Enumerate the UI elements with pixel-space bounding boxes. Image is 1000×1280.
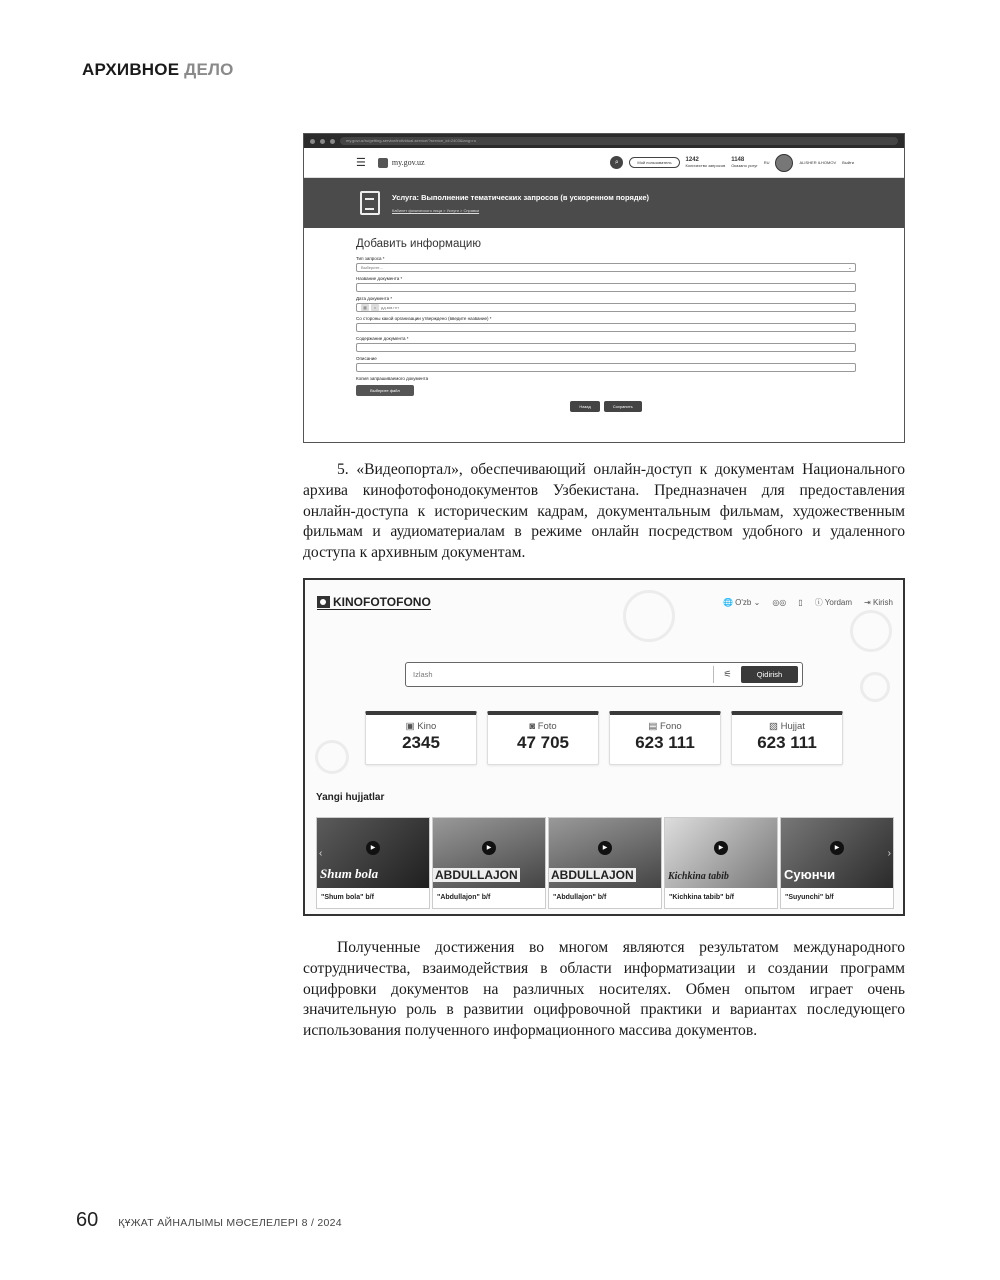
header-part1: АРХИВНОЕ <box>82 60 185 79</box>
site-logo[interactable] <box>378 158 425 168</box>
carousel-prev-icon[interactable]: ‹ <box>319 848 323 859</box>
forward-icon[interactable] <box>320 139 325 144</box>
org-label: Со стороны какой организации утверждено (введите название) * <box>356 316 492 321</box>
date-placeholder: дд.мм.гггг <box>381 304 400 310</box>
search-icon[interactable]: ⌕ <box>610 156 623 169</box>
stat-services <box>731 157 757 168</box>
stat-value: 2345 <box>402 733 440 752</box>
film-thumb-title: Kichkina tabib <box>668 871 729 882</box>
profile-button[interactable]: Мой пользователь <box>629 157 679 168</box>
film-card[interactable] <box>548 817 662 909</box>
type-select[interactable] <box>356 263 856 272</box>
section-title: Yangi hujjatlar <box>316 792 385 803</box>
date-label: Дата документа * <box>356 296 393 301</box>
form-title: Добавить информацию <box>356 238 481 250</box>
stat-label: ◙ Foto <box>529 721 557 732</box>
browser-bar <box>304 134 904 148</box>
screenshot-mygov <box>303 133 905 443</box>
mobile-icon[interactable]: ▯ <box>798 598 803 607</box>
stat-label: ▧ Hujjat <box>769 721 805 732</box>
stat-card-foto[interactable] <box>487 711 599 765</box>
stat-card-kino[interactable] <box>365 711 477 765</box>
calendar-icon[interactable]: ▦ <box>361 304 369 311</box>
stat-label: Оказано услуг <box>731 163 758 168</box>
page-footer <box>76 1209 342 1232</box>
login-link[interactable]: ⇥ Kirish <box>864 598 893 607</box>
play-icon[interactable]: ▶ <box>482 841 496 855</box>
stat-label-text: Foto <box>537 721 557 732</box>
copy-label: Копия запрашиваемого документа <box>356 376 429 381</box>
play-icon[interactable]: ▶ <box>714 841 728 855</box>
help-link[interactable]: ⓘ Yordam <box>814 598 853 607</box>
service-title: Услуга: Выполнение тематических запросов (в ускоренном порядке) <box>392 193 650 202</box>
logout-link[interactable]: Выйти <box>842 160 854 165</box>
type-label: Тип запроса * <box>356 256 385 261</box>
stat-requests <box>686 157 726 168</box>
film-reel-decoration <box>315 740 349 774</box>
play-icon[interactable]: ▶ <box>830 841 844 855</box>
paragraph-achievements: Полученные достижения во многом являются результатом международного сотрудничества, взаимодействия в области информатизации и создании программ оцифровки документов на различных носителях. Обмен опытом играет очень значительную роль в развитии оцифровочной практики и вариантах последующего использования полученного информационного массива документов. <box>303 939 905 1040</box>
user-name: ALISHER ILHOMOV <box>799 160 837 165</box>
running-header <box>82 60 234 80</box>
film-caption: "Shum bola" b/f <box>321 894 374 901</box>
save-button[interactable]: Сохранить <box>604 401 642 412</box>
screenshot-kinofotofono <box>303 578 905 916</box>
help-label: Yordam <box>824 598 853 607</box>
filter-icon[interactable]: ⚟ <box>713 666 741 683</box>
stat-label-text: Hujjat <box>780 721 805 732</box>
stat-label: ▣ Kino <box>405 721 437 732</box>
language-label: O'zb <box>735 598 752 607</box>
journal-title: ҚҰЖАТ АЙНАЛЫМЫ МӘСЕЛЕЛЕРІ 8 / 2024 <box>118 1217 342 1229</box>
file-button[interactable]: Выберите файл <box>356 385 414 396</box>
search-bar <box>405 662 803 687</box>
desc-label: Описание <box>356 356 377 361</box>
logo-text: my.gov.uz <box>391 158 425 167</box>
site-header <box>304 148 904 178</box>
stat-value: 623 111 <box>757 733 817 752</box>
stat-value: 623 111 <box>635 733 695 752</box>
film-card[interactable] <box>432 817 546 909</box>
film-thumb-title: Суюнчи <box>784 867 836 882</box>
stats-row <box>365 711 843 765</box>
film-card[interactable] <box>316 817 430 909</box>
page-number: 60 <box>76 1209 99 1231</box>
org-input[interactable] <box>356 323 856 332</box>
login-label: Kirish <box>872 598 893 607</box>
back-button[interactable]: Назад <box>570 401 599 412</box>
stat-value: 47 705 <box>517 733 569 752</box>
stat-card-hujjat[interactable] <box>731 711 843 765</box>
chevron-down-icon: ⌄ <box>847 265 852 271</box>
stat-value: 1242 <box>685 157 699 163</box>
stat-label-text: Kino <box>417 721 437 732</box>
search-input[interactable]: Izlash <box>413 670 433 679</box>
carousel-next-icon[interactable]: › <box>887 848 891 859</box>
film-thumb-title: ABDULLAJON <box>551 868 634 882</box>
search-button[interactable]: Qidirish <box>741 666 798 683</box>
film-caption: "Kichkina tabib" b/f <box>669 894 734 901</box>
film-thumb-title: Shum bola <box>320 866 379 881</box>
gov-emblem-icon <box>378 158 388 168</box>
paragraph-videoportal: 5. «Видеопортал», обеспечивающий онлайн-доступ к документам Национального архива кинофотофонодокументов Узбекистана. Предназначен для предоставления онлайн-доступа к историческим кадрам, документальным фильмам, художественным фильмам и аудиоматериалам в режиме онлайн посредством удобного и удаленного доступа к архивным документам. <box>303 461 905 562</box>
logo-text: KINOFOTOFONO <box>333 595 431 609</box>
address-bar[interactable]: my.gov.uz/ru/getting-service/individual-service/?service_id=2403&lang=ru <box>340 137 898 145</box>
camera-icon <box>317 596 330 608</box>
play-icon[interactable]: ▶ <box>598 841 612 855</box>
stat-label: ▤ Fono <box>648 721 682 732</box>
stat-value: 1148 <box>731 157 745 163</box>
breadcrumb[interactable]: Кабинет физического лица > Услуги > Справки <box>392 208 480 213</box>
film-reel-decoration <box>860 672 890 702</box>
film-caption: "Abdullajon" b/f <box>437 894 491 901</box>
film-card[interactable] <box>664 817 778 909</box>
language-select[interactable]: 🌐 O'zb ⌄ <box>722 598 761 607</box>
language-select[interactable]: RU <box>763 160 770 165</box>
play-icon[interactable]: ▶ <box>366 841 380 855</box>
clear-icon[interactable]: × <box>371 304 379 311</box>
document-icon <box>360 191 380 215</box>
avatar[interactable] <box>775 154 793 172</box>
date-input[interactable] <box>356 303 856 312</box>
request-form <box>304 228 904 412</box>
reload-icon[interactable] <box>330 139 335 144</box>
content-input[interactable] <box>356 343 856 352</box>
service-banner <box>304 178 904 228</box>
stat-label-text: Fono <box>659 721 682 732</box>
name-input[interactable] <box>356 283 856 292</box>
film-reel-decoration <box>850 610 892 652</box>
desc-input[interactable] <box>356 363 856 372</box>
film-caption: "Abdullajon" b/f <box>553 894 607 901</box>
type-value: Выберите... <box>361 265 383 270</box>
accessibility-icon[interactable]: ◎◎ <box>772 598 787 607</box>
film-thumb-title: ABDULLAJON <box>435 868 518 882</box>
stat-card-fono[interactable] <box>609 711 721 765</box>
stat-label: Количество запросов <box>685 163 726 168</box>
kinofotofono-logo[interactable] <box>317 595 431 610</box>
name-label: Название документа * <box>356 276 403 281</box>
back-icon[interactable] <box>310 139 315 144</box>
film-caption: "Suyunchi" b/f <box>785 894 834 901</box>
film-card[interactable] <box>780 817 894 909</box>
content-label: Содержание документа * <box>356 336 409 341</box>
menu-icon[interactable]: ☰ <box>356 157 366 169</box>
documents-carousel <box>316 817 894 909</box>
header-part2: ДЕЛО <box>184 60 234 79</box>
